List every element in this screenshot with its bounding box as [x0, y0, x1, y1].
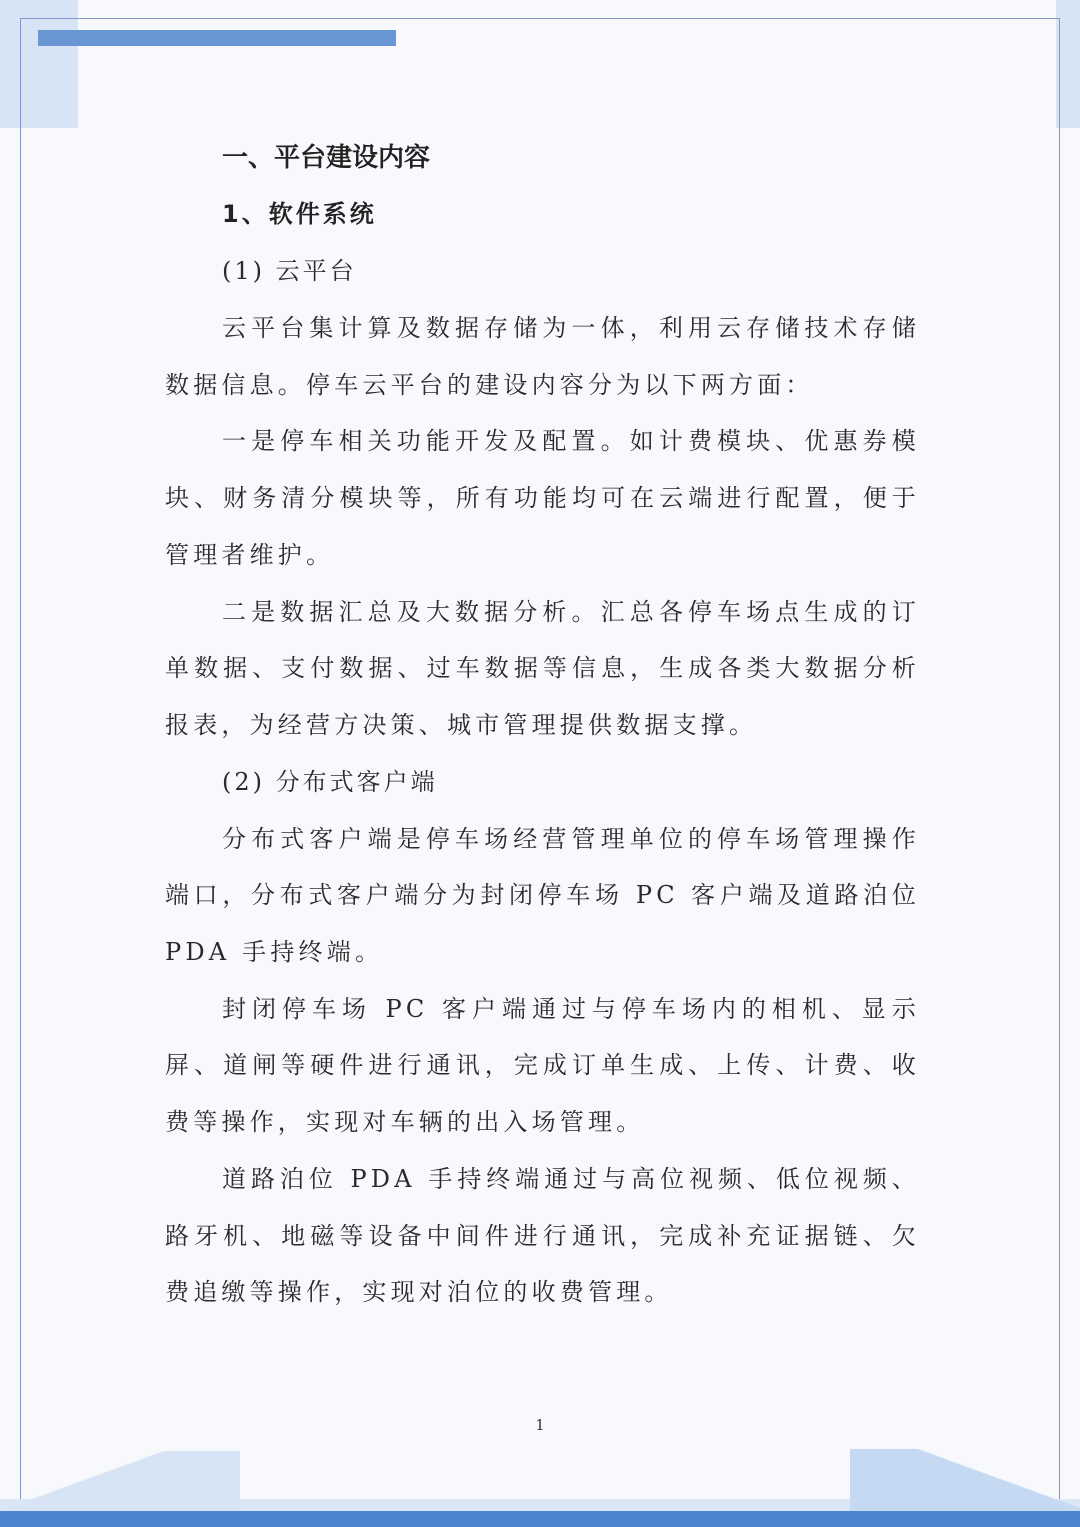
paragraph: 一是停车相关功能开发及配置。如计费模块、优惠券模块、财务清分模块等，所有功能均可在云端进行配置，便于管理者维护。	[165, 427, 920, 569]
footer-wave-right	[850, 1449, 1080, 1511]
page-number: 1	[535, 1416, 545, 1434]
sub-heading: 1、软件系统	[222, 200, 377, 228]
paragraph: 二是数据汇总及大数据分析。汇总各停车场点生成的订单数据、支付数据、过车数据等信息，生成各类大数据分析报表，为经营方决策、城市管理提供数据支撑。	[165, 597, 920, 739]
header-accent-bar	[38, 30, 396, 46]
document-body	[165, 130, 920, 1321]
paragraph: 封闭停车场 PC 客户端通过与停车场内的相机、显示屏、道闸等硬件进行通讯，完成订单生成、上传、计费、收费等操作，实现对车辆的出入场管理。	[165, 994, 920, 1137]
paragraph: 道路泊位 PDA 手持终端通过与高位视频、低位视频、路牙机、地磁等设备中间件进行通讯，完成补充证据链、欠费追缴等操作，实现对泊位的收费管理。	[165, 1164, 920, 1307]
footer-band	[0, 1511, 1080, 1527]
footer-wave-left	[0, 1451, 240, 1511]
section-title-distributed-client: (2) 分布式客户端	[222, 767, 438, 796]
paragraph: 分布式客户端是停车场经营管理单位的停车场管理操作端口，分布式客户端分为封闭停车场 PC 客户端及道路泊位 PDA 手持终端。	[165, 824, 920, 967]
section-title-cloud-platform: (1) 云平台	[222, 257, 357, 285]
main-heading: 一、平台建设内容	[222, 143, 431, 173]
paragraph: 云平台集计算及数据存储为一体，利用云存储技术存储数据信息。停车云平台的建设内容分为以下两方面：	[165, 314, 920, 399]
